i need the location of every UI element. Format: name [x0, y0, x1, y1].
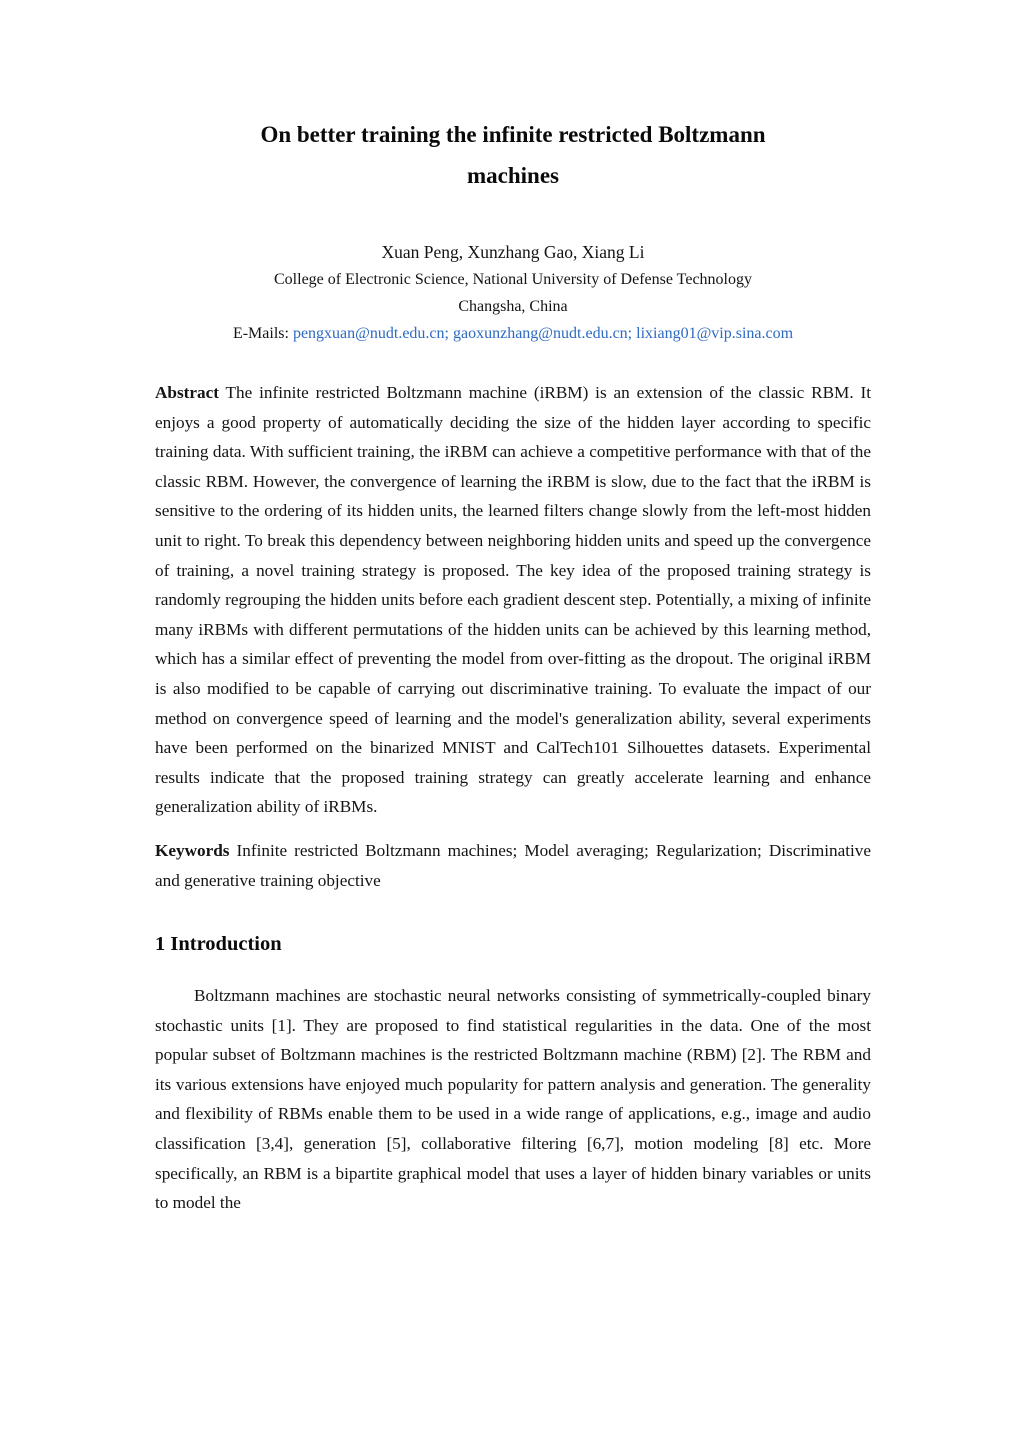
abstract-label: Abstract	[155, 383, 219, 402]
email-separator: ;	[627, 325, 633, 342]
section-heading-introduction: 1 Introduction	[155, 933, 282, 956]
author-block	[155, 238, 871, 347]
location-line: Changsha, China	[458, 298, 568, 315]
email-separator: ;	[444, 325, 449, 342]
abstract-paragraph	[155, 378, 871, 822]
paper-title-line2: machines	[467, 163, 559, 188]
paper-content	[155, 0, 871, 1218]
emails-label: E-Mails:	[232, 325, 289, 342]
abstract-text: The infinite restricted Boltzmann machine (iRBM) is an extension of the classic RBM. It enjoys a good property of automatically deciding the size of the hidden layer according to specific training data. With sufficient training, the iRBM can achieve a competitive performance with that of the classic RBM. However, the convergence of learning the iRBM is slow, due to the fact that the iRBM is sensitive to the ordering of its hidden units, the learned filters change slowly from the left-most hidden unit to right. To break this dependency between neighboring hidden units and speed up the convergence of training, a novel training strategy is proposed. The key idea of the proposed training strategy is randomly regrouping the hidden units before each gradient descent step. Potentially, a mixing of infinite many iRBMs with different permutations of the hidden units can be achieved by this learning method, which has a similar effect of preventing the model from over-fitting as the dropout. The original iRBM is also modified to be capable of carrying out discriminative training. To evaluate the impact of our method on convergence speed of learning and the model's generalization ability, several experiments have been performed on the binarized MNIST and CalTech101 Silhouettes datasets. Experimental results indicate that the proposed training strategy can greatly accelerate learning and enhance generalization ability of iRBMs.	[155, 383, 871, 817]
email-link-1[interactable]: pengxuan@nudt.edu.cn	[292, 325, 445, 342]
paper-title-line1: On better training the infinite restricted Boltzmann	[260, 122, 766, 147]
email-link-2[interactable]: gaoxunzhang@nudt.edu.cn	[452, 325, 628, 342]
email-link-3[interactable]: lixiang01@vip.sina.com	[636, 325, 794, 342]
introduction-paragraph: Boltzmann machines are stochastic neural networks consisting of symmetrically-coupled binary stochastic units [1]. They are proposed to find statistical regularities in the data. One of the most popular subset of Boltzmann machines is the restricted Boltzmann machine (RBM) [2]. The RBM and its various extensions have enjoyed much popularity for pattern analysis and generation. The generality and flexibility of RBMs enable them to be used in a wide range of applications, e.g., image and audio classification [3,4], generation [5], collaborative filtering [6,7], motion modeling [8] etc. More specifically, an RBM is a bipartite graphical model that uses a layer of hidden binary variables or units to model the	[155, 986, 871, 1213]
keywords-paragraph	[155, 836, 871, 895]
keywords-text: Infinite restricted Boltzmann machines; Model averaging; Regularization; Discriminative and generative training objective	[155, 840, 871, 890]
keywords-label: Keywords	[155, 840, 230, 860]
affiliation-line: College of Electronic Science, National University of Defense Technology	[274, 271, 752, 288]
author-names: Xuan Peng, Xunzhang Gao, Xiang Li	[381, 242, 645, 262]
emails-line	[155, 320, 871, 347]
paper-title	[155, 0, 871, 196]
